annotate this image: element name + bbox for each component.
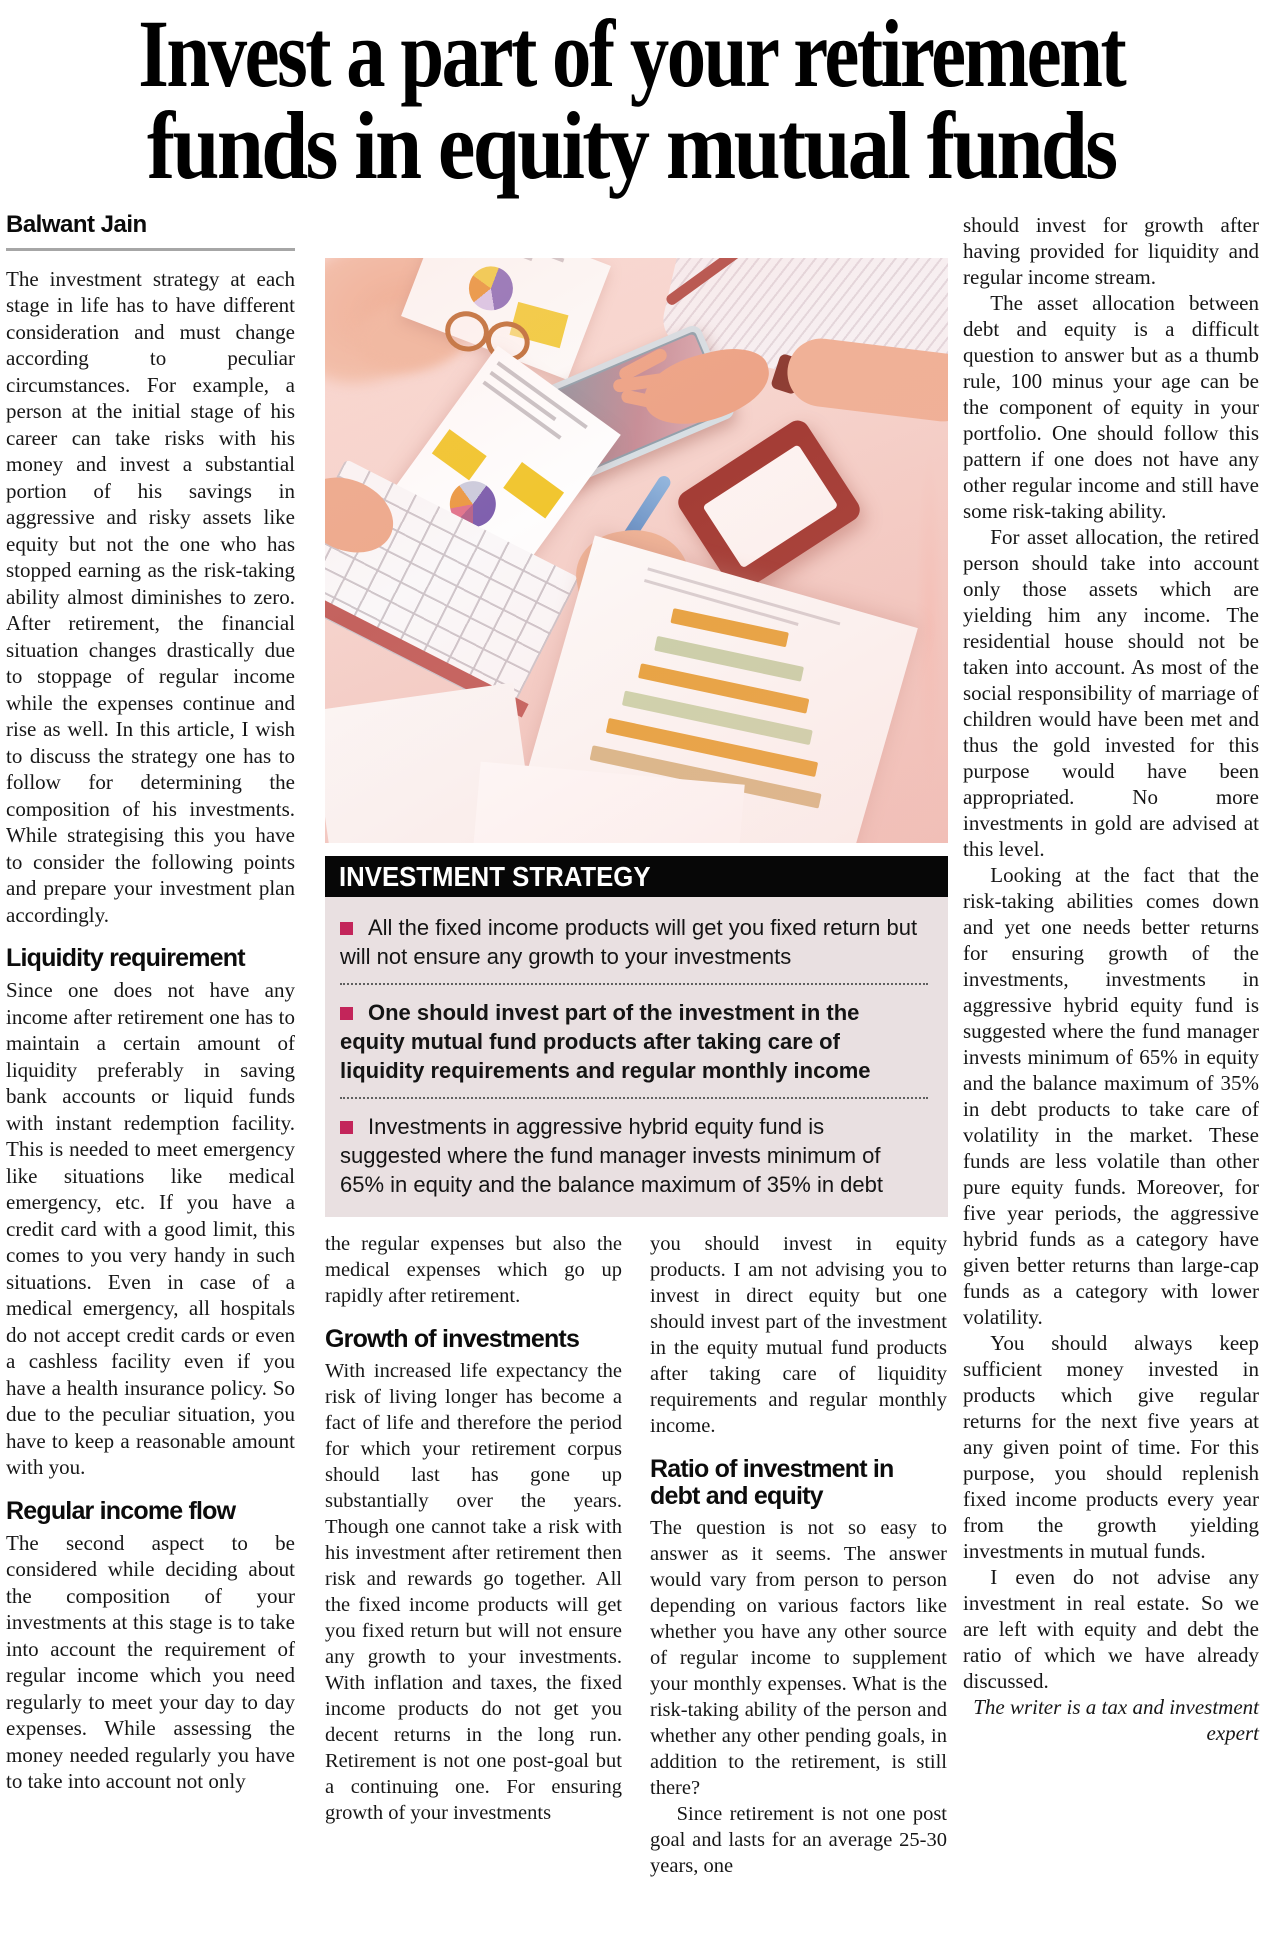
paragraph: should invest for growth after having provided for liquidity and regular income stream. xyxy=(963,213,1259,289)
paragraph: the regular expenses but also the medical expenses which go up rapidly after retirement. xyxy=(325,1233,622,1307)
dotted-separator xyxy=(340,982,928,985)
paragraph: you should invest in equity products. I am not advising you to invest in direct equity but one should invest part of the investment in the equity mutual fund products after taking care of liquidity requirements and regular monthly income. xyxy=(650,1233,947,1437)
paragraph: The second aspect to be considered while deciding about the composition of your investments at this stage is to take into account the requirement of regular income which you need regularly to meet your day to day expenses. While assessing the money needed regularly you have to take into account not only xyxy=(6,1530,295,1793)
byline-rule xyxy=(6,248,295,251)
bullet-square-icon xyxy=(340,1007,353,1020)
article-column-3 xyxy=(650,1231,947,1879)
strategy-bullet-2 xyxy=(340,998,928,1085)
paragraph: I even do not advise any investment in real estate. So we are left with equity and debt the ratio of which we have already discussed. xyxy=(963,1565,1259,1693)
paragraph: Looking at the fact that the risk-taking abilities comes down and yet one needs better returns for ensuring growth of the investments, investments in aggressive hybrid equity fund is suggested where the fund manager invests minimum of 65% in equity and the balance maximum of 35% in debt products to take care of volatility in the market. These funds are less volatile than other pure equity funds. Moreover, for five year periods, the aggressive hybrid funds as a category have given better returns than large-cap funds as a category with lower volatility. xyxy=(963,863,1259,1329)
section-heading-regular-income-flow: Regular income flow xyxy=(6,1496,236,1525)
dotted-separator xyxy=(340,1096,928,1099)
strategy-bullet-1-text: All the fixed income products will get you fixed return but will not ensure any growth to your investments xyxy=(340,915,918,969)
strategy-bullet-3-text: Investments in aggressive hybrid equity fund is suggested where the fund manager invests minimum of 65% in equity and the balance maximum of 35% in debt xyxy=(340,1114,883,1197)
paragraph: You should always keep sufficient money invested in products which give regular returns for the next five years at any given point of time. For this purpose, you should replenish fixed income products every year from the growth yielding investments in mutual funds. xyxy=(963,1331,1259,1563)
strategy-box xyxy=(325,897,948,1217)
strategy-header-bar xyxy=(325,856,948,897)
strategy-bullet-3 xyxy=(340,1112,928,1199)
section-heading-growth-of-investments: Growth of investments xyxy=(325,1325,580,1353)
headline-line-2-text: funds in equity mutual funds xyxy=(146,92,1116,199)
headline-line-1-text: Invest a part of your retirement xyxy=(138,0,1124,107)
strategy-bullet-2-text: One should invest part of the investment in the equity mutual fund products after taking care of liquidity requirements and regular monthly income xyxy=(340,1000,871,1083)
headline-line-2 xyxy=(0,92,1262,199)
article-headline xyxy=(0,0,1262,199)
paragraph: The investment strategy at each stage in life has to have different consideration and must change according to peculiar circumstances. For example, a person at the initial stage of his career can take risks with his money and invest a substantial portion of his savings in aggressive and risky assets like equity but not the one who has stopped earning as the risk-taking ability almost diminishes to zero. After retirement, the financial situation changes drastically due to stoppage of regular income while the expenses continue and rise as well. In this article, I wish to discuss the strategy one has to follow for determining the composition of his investments. While strategising this you have to consider the following points and prepare your investment plan accordingly. xyxy=(6,266,295,927)
byline: Balwant Jain xyxy=(6,211,147,238)
author-signature: The writer is a tax and investment expert xyxy=(973,1695,1259,1745)
bullet-square-icon xyxy=(340,922,353,935)
middle-text-columns xyxy=(325,1231,948,1879)
article-photo xyxy=(325,258,948,843)
bullet-square-icon xyxy=(340,1121,353,1134)
paragraph: Since retirement is not one post goal and lasts for an average 25-30 years, one xyxy=(650,1803,947,1877)
paragraph: The asset allocation between debt and equity is a difficult question to answer but as a thumb rule, 100 minus your age can be the component of equity in your portfolio. One should follow this pattern if one does not have any other regular income and still have some risk-taking ability. xyxy=(963,291,1259,523)
middle-region xyxy=(325,258,948,1879)
headline-line-1 xyxy=(0,0,1262,107)
strategy-bullet-1 xyxy=(340,913,928,971)
article-column-4 xyxy=(963,212,1259,1746)
section-heading-liquidity-requirement: Liquidity requirement xyxy=(6,944,245,972)
paragraph: With increased life expectancy the risk of living longer has become a fact of life and therefore the period for which your retirement corpus should last has gone up substantially over the years. Though one cannot take a risk with his investment after retirement then risk and rewards go together. All the fixed income products will get you fixed return but will not ensure any growth to your investments. With inflation and taxes, the fixed income products do not get you decent returns in the long run. Retirement is not one post-goal but a continuing one. For ensuring growth of your investments xyxy=(325,1360,622,1824)
paragraph: The question is not so easy to answer as it seems. The answer would vary from person to person depending on various factors like whether you have any other source of regular income to supplement your monthly expenses. What is the risk-taking ability of the person and whether any other pending goals, in addition to the retirement, is still there? xyxy=(650,1517,947,1799)
photo-pink-overlay xyxy=(325,258,948,843)
article-column-1 xyxy=(6,212,295,1795)
article-column-2 xyxy=(325,1231,622,1879)
paragraph: Since one does not have any income after retirement one has to maintain a certain amount of liquidity preferably in saving bank accounts or liquid funds with instant redemption facility. This is needed to meet emergency like situations like medical emergency, etc. If you have a credit card with a good limit, this comes to you very handy in such situations. Even in case of a medical emergency, all hospitals do not accept credit cards or even a cashless facility even if you have a health insurance policy. So due to the peculiar situation, you have to keep a reasonable amount with you. xyxy=(6,978,295,1479)
strategy-title: INVESTMENT STRATEGY xyxy=(339,860,651,892)
section-heading-ratio-of-investment: Ratio of investment in debt and equity xyxy=(650,1455,894,1510)
paragraph: For asset allocation, the retired person should take into account only those assets which are yielding him any income. The residential house should not be taken into account. As most of the social responsibility of marriage of children would have been met and thus the gold invested for this purpose would have been appropriated. No more investments in gold are advised at this level. xyxy=(963,525,1259,861)
